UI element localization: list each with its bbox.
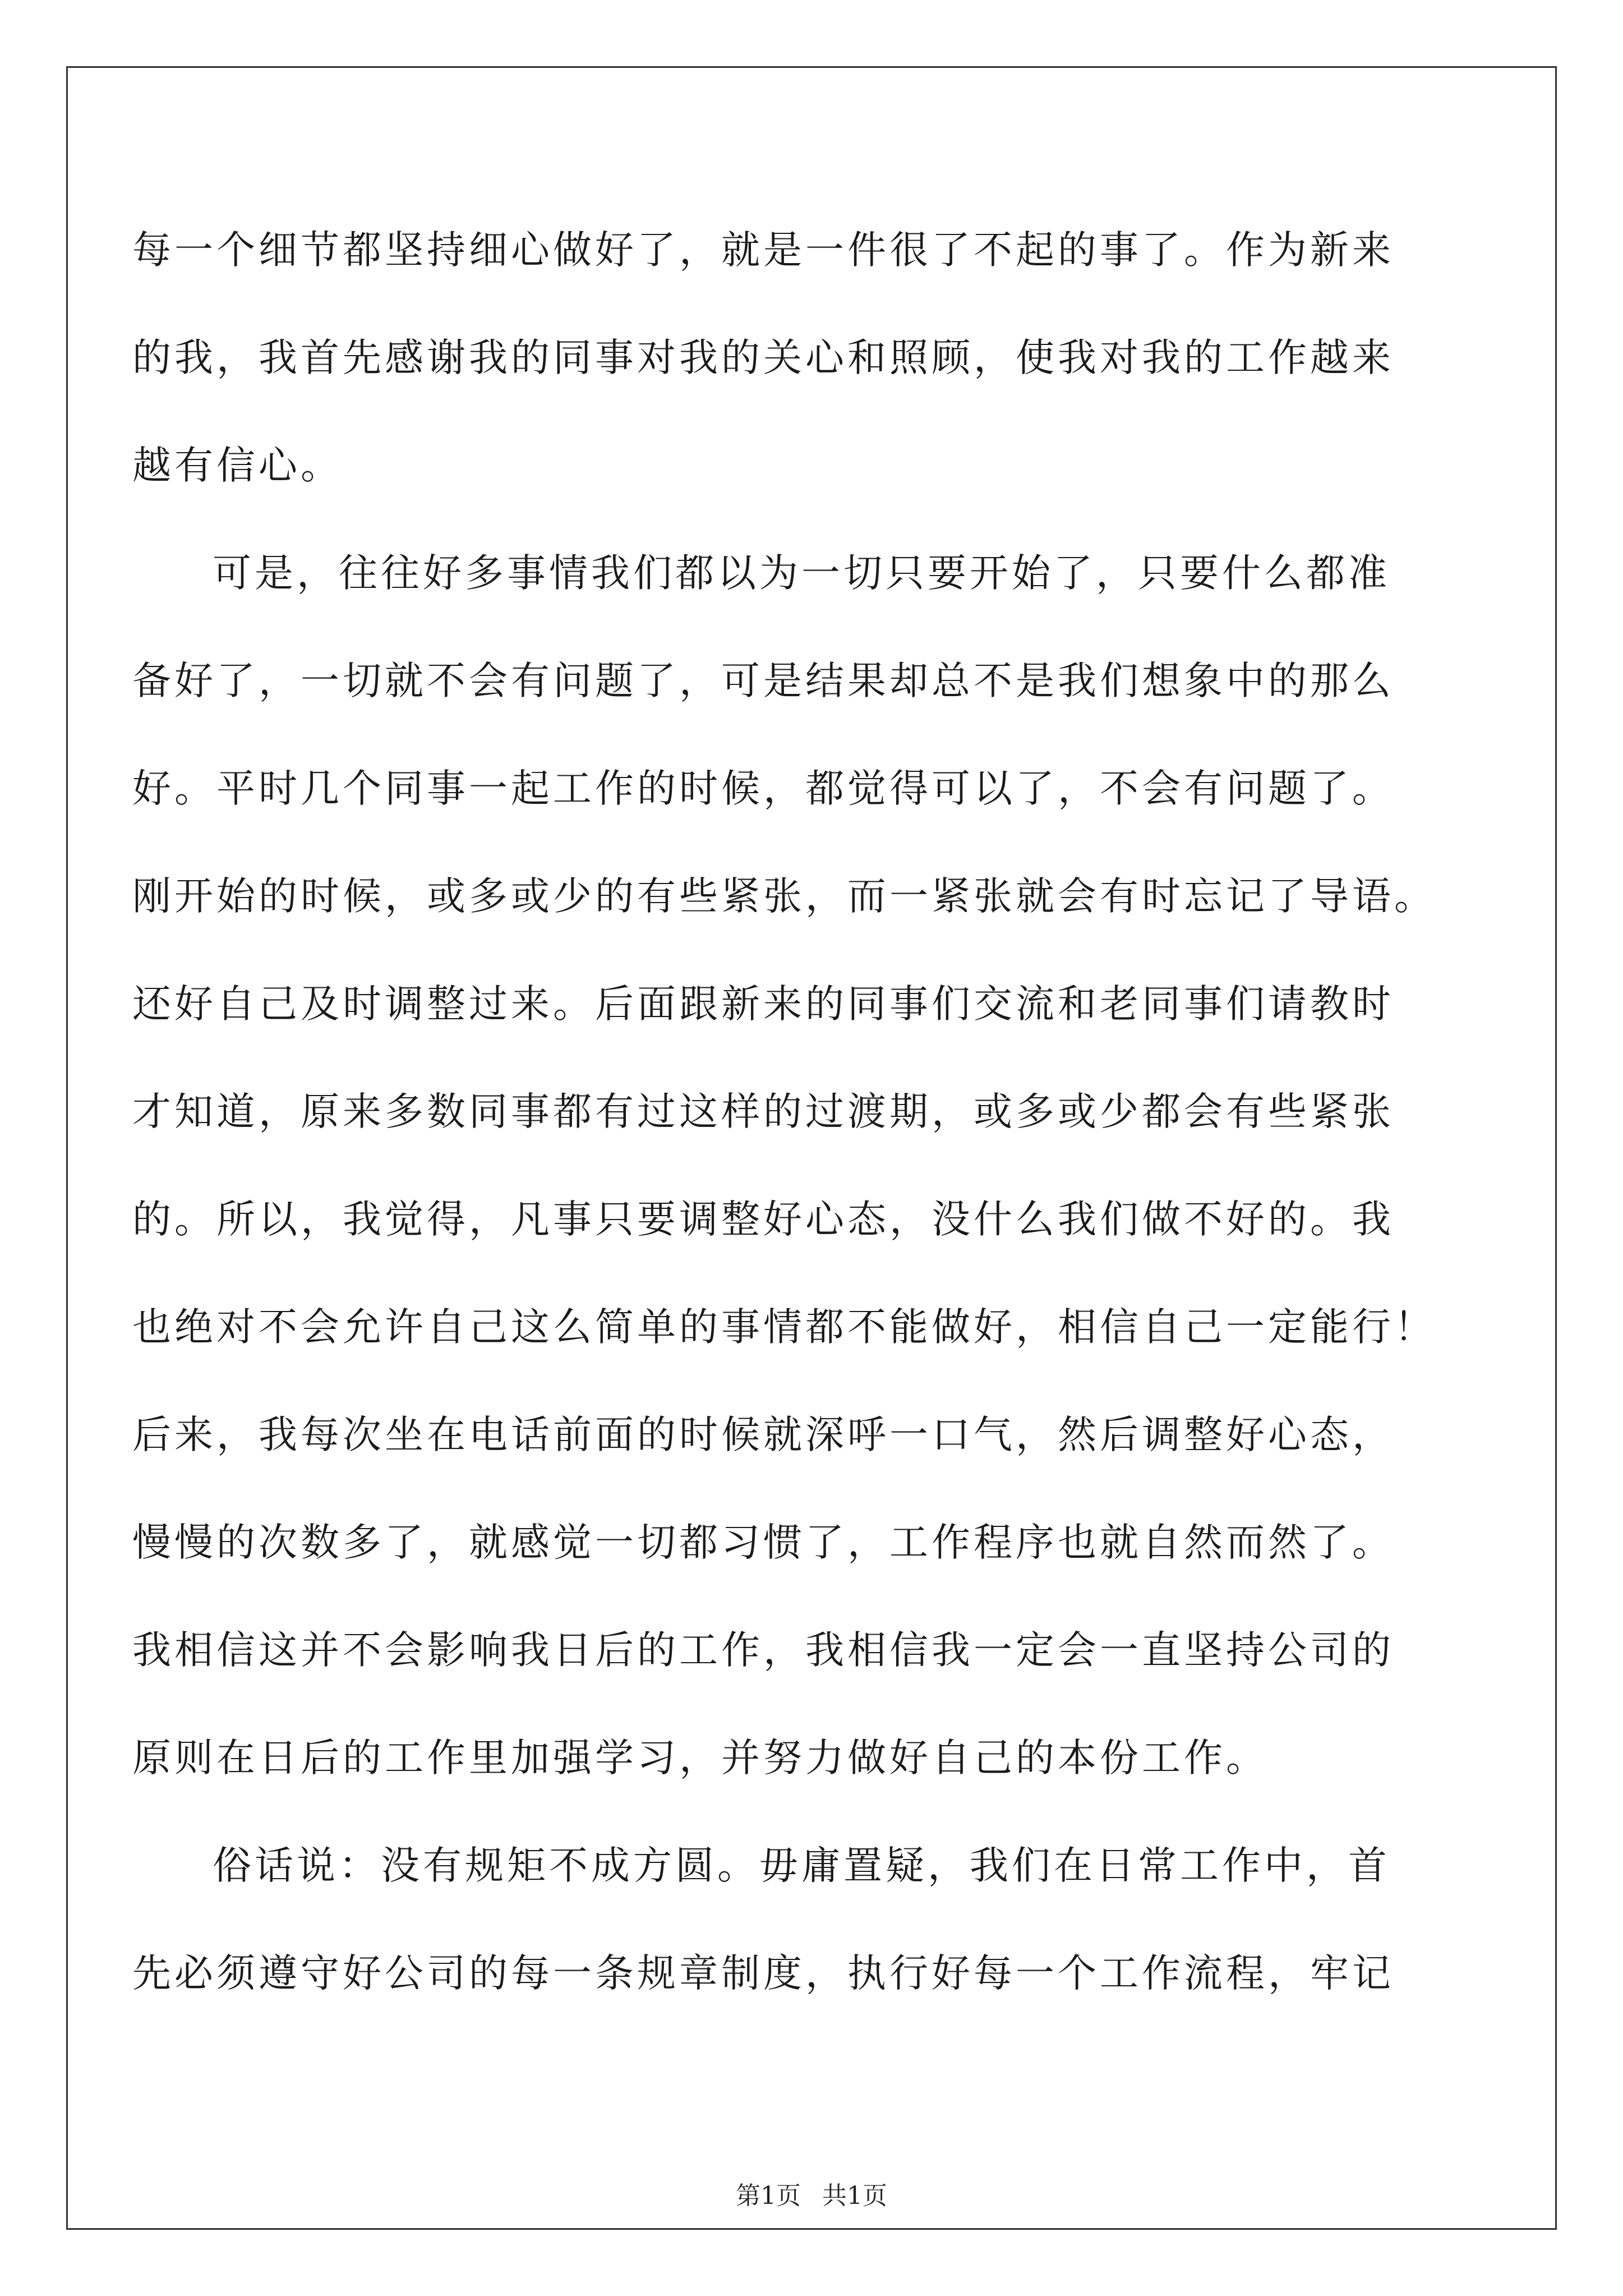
page-border: [66, 66, 1557, 2230]
text-line: 好。平时几个同事一起工作的时候，都觉得可以了，不会有问题了。: [132, 766, 1394, 811]
text-line: 先必须遵守好公司的每一条规章制度，执行好每一个工作流程，牢记: [132, 1951, 1394, 1996]
text-line-paragraph-start: 俗话说：没有规矩不成方圆。毋庸置疑，我们在日常工作中，首: [213, 1843, 1390, 1888]
text-line: 还好自己及时调整过来。后面跟新来的同事们交流和老同事们请教时: [132, 982, 1394, 1027]
text-line: 备好了，一切就不会有问题了，可是结果却总不是我们想象中的那么: [132, 659, 1394, 703]
page-number-footer: 第1页 共1页: [736, 2182, 887, 2210]
text-line: 每一个细节都坚持细心做好了，就是一件很了不起的事了。作为新来: [132, 228, 1394, 273]
text-line: 的我，我首先感谢我的同事对我的关心和照顾，使我对我的工作越来: [132, 335, 1394, 380]
text-line: 慢慢的次数多了，就感觉一切都习惯了，工作程序也就自然而然了。: [132, 1520, 1394, 1565]
text-line: 我相信这并不会影响我日后的工作，我相信我一定会一直坚持公司的: [132, 1628, 1394, 1673]
text-line: 才知道，原来多数同事都有过这样的过渡期，或多或少都会有些紧张: [132, 1089, 1394, 1134]
text-line-paragraph-start: 可是，往往好多事情我们都以为一切只要开始了，只要什么都准: [213, 551, 1390, 596]
text-line: 后来，我每次坐在电话前面的时候就深呼一口气，然后调整好心态，: [132, 1412, 1394, 1457]
text-line: 的。所以，我觉得，凡事只要调整好心态，没什么我们做不好的。我: [132, 1197, 1394, 1242]
text-line: 原则在日后的工作里加强学习，并努力做好自己的本份工作。: [132, 1736, 1268, 1780]
text-line: 也绝对不会允许自己这么简单的事情都不能做好，相信自己一定能行！: [132, 1305, 1436, 1350]
text-line: 刚开始的时候，或多或少的有些紧张，而一紧张就会有时忘记了导语。: [132, 874, 1436, 919]
text-line: 越有信心。: [132, 443, 343, 488]
